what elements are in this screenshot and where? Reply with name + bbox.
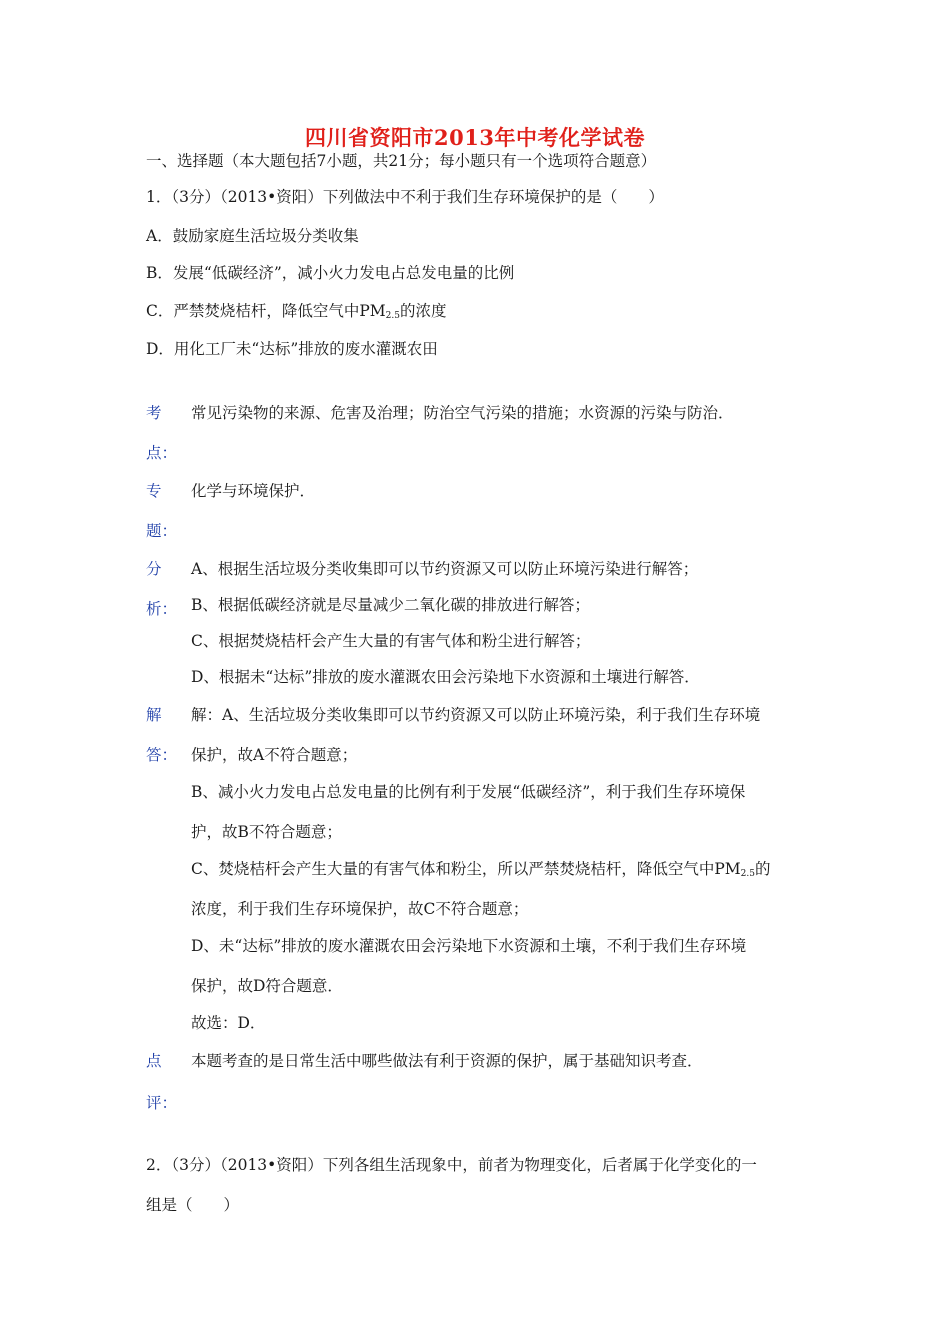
jieda-line-7: D、未“达标”排放的废水灌溉农田会污染地下水资源和土壤，不利于我们生存环境: [191, 937, 747, 955]
fenxi-line-3: C、根据焚烧桔杆会产生大量的有害气体和粉尘进行解答；: [191, 632, 591, 650]
jieda-line-3: B、减小火力发电占总发电量的比例有利于发展“低碳经济”，利于我们生存环境保: [191, 783, 746, 801]
question-2-stem-line-2: 组是（ ）: [146, 1196, 240, 1214]
fenxi-line-1: A、根据生活垃圾分类收集即可以节约资源又可以防止环境污染进行解答；: [191, 560, 699, 578]
section-heading: 一、选择题（本大题包括7小题，共21分；每小题只有一个选项符合题意）: [146, 152, 657, 170]
kaodian-content: 常见污染物的来源、危害及治理；防治空气污染的措施；水资源的污染与防治．: [191, 404, 734, 422]
question-1-option-c: [146, 301, 447, 326]
question-2-stem-line-1: 2．（3分）（2013•资阳）下列各组生活现象中，前者为物理变化，后者属于化学变化的一: [146, 1156, 757, 1174]
option-c-subscript: 2.5: [385, 311, 400, 321]
jieda-line-5-text: C、焚烧桔杆会产生大量的有害气体和粉尘，所以严禁焚烧桔杆，降低空气中PM: [191, 860, 741, 878]
kaodian-label-1: 考: [146, 404, 162, 422]
dianping-content: 本题考查的是日常生活中哪些做法有利于资源的保护，属于基础知识考查．: [191, 1052, 703, 1070]
jieda-line-9: 故选：D．: [191, 1014, 266, 1032]
fenxi-label-1: 分: [146, 560, 162, 578]
dianping-label-1: 点: [146, 1052, 162, 1070]
zhuanti-label-2: 题：: [146, 522, 178, 540]
question-1-option-d: D．用化工厂未“达标”排放的废水灌溉农田: [146, 340, 438, 358]
fenxi-line-2: B、根据低碳经济就是尽量减少二氧化碳的排放进行解答；: [191, 596, 590, 614]
jieda-label-1: 解: [146, 706, 162, 724]
option-c-text: C．严禁焚烧桔杆，降低空气中PM: [146, 302, 386, 320]
fenxi-label-2: 析：: [146, 600, 178, 618]
fenxi-line-4: D、根据未“达标”排放的废水灌溉农田会污染地下水资源和土壤进行解答．: [191, 668, 700, 686]
kaodian-label-2: 点：: [146, 444, 178, 462]
question-1-option-a: A．鼓励家庭生活垃圾分类收集: [146, 227, 359, 245]
jieda-line-5-subscript: 2.5: [740, 869, 755, 879]
exam-title: 四川省资阳市2013年中考化学试卷: [305, 125, 645, 150]
jieda-line-5-tail: 的: [755, 860, 771, 878]
jieda-line-2: 保护，故A不符合题意；: [191, 746, 358, 764]
zhuanti-content: 化学与环境保护．: [191, 482, 316, 500]
jieda-line-5: [191, 859, 771, 884]
option-c-tail: 的浓度: [400, 302, 447, 320]
jieda-line-8: 保护，故D符合题意．: [191, 977, 343, 995]
jieda-line-1: 解：A、生活垃圾分类收集即可以节约资源又可以防止环境污染，利于我们生存环境: [191, 706, 761, 724]
question-1-option-b: B．发展“低碳经济”，减小火力发电占总发电量的比例: [146, 264, 515, 282]
zhuanti-label-1: 专: [146, 482, 162, 500]
jieda-line-4: 护，故B不符合题意；: [191, 823, 342, 841]
dianping-label-2: 评：: [146, 1094, 178, 1112]
jieda-label-2: 答：: [146, 746, 178, 764]
jieda-line-6: 浓度，利于我们生存环境保护，故C不符合题意；: [191, 900, 529, 918]
question-1-stem: 1．（3分）（2013•资阳）下列做法中不利于我们生存环境保护的是（ ）: [146, 188, 664, 206]
